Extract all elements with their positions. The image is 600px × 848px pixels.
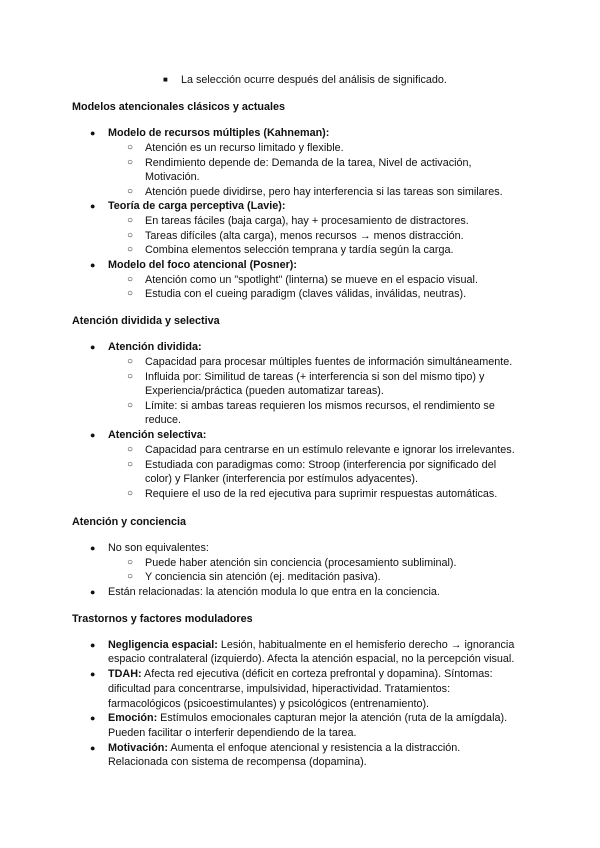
list-item-text: Atención como un "spotlight" (linterna) se mueve en el espacio visual.: [145, 274, 478, 286]
disc-bullet-icon: ●: [90, 342, 96, 352]
list-item-text: Límite: si ambas tareas requieren los mismos recursos, el rendimiento se: [145, 400, 495, 412]
list-item-text: Tareas difíciles (alta carga), menos recursos → menos distracción.: [145, 230, 464, 242]
list-item-text: Puede haber atención sin conciencia (procesamiento subliminal).: [145, 557, 457, 569]
disc-bullet-icon: ●: [90, 430, 96, 440]
term-label: Emoción:: [108, 712, 158, 724]
list-item-text-cont: reduce.: [145, 414, 182, 426]
circle-bullet-icon: ○: [127, 571, 134, 582]
list-item-text: En tareas fáciles (baja carga), hay + procesamiento de distractores.: [145, 215, 469, 227]
list-item-text-cont: dificultad para concentrarse, impulsividad, hiperactividad. Tratamientos:: [108, 683, 451, 695]
list-item-text: Combina elementos selección temprana y tardía según la carga.: [145, 244, 454, 256]
list-item-text: Capacidad para centrarse en un estímulo relevante e ignorar los irrelevantes.: [145, 444, 515, 456]
term-label: TDAH:: [108, 668, 142, 680]
circle-bullet-icon: ○: [127, 488, 134, 499]
model-title-lavie: Teoría de carga perceptiva (Lavie):: [108, 200, 286, 212]
section-heading-disorders: Trastornos y factores moduladores: [72, 613, 253, 625]
circle-bullet-icon: ○: [127, 142, 134, 153]
list-item-text: Requiere el uso de la red ejecutiva para suprimir respuestas automáticas.: [145, 488, 498, 500]
disc-bullet-icon: ●: [90, 669, 96, 679]
circle-bullet-icon: ○: [127, 557, 134, 568]
model-title-posner: Modelo del foco atencional (Posner):: [108, 259, 297, 271]
topic-title-divided: Atención dividida:: [108, 341, 202, 353]
circle-bullet-icon: ○: [127, 215, 134, 226]
list-item-text: Y conciencia sin atención (ej. meditación pasiva).: [145, 571, 381, 583]
disc-bullet-icon: ●: [90, 543, 96, 553]
disc-bullet-icon: ●: [90, 587, 96, 597]
list-item-text-cont: Pueden facilitar o interferir dependiendo de la tarea.: [108, 727, 357, 739]
circle-bullet-icon: ○: [127, 356, 134, 367]
list-item-text-cont: color) y Flanker (interferencia por estímulos adyacentes).: [145, 473, 419, 485]
disc-bullet-icon: ●: [90, 128, 96, 138]
list-item-text-cont: Relacionada con sistema de recompensa (dopamina).: [108, 756, 367, 768]
list-item-negligence: [108, 638, 514, 652]
model-title-kahneman: Modelo de recursos múltiples (Kahneman):: [108, 127, 330, 139]
circle-bullet-icon: ○: [127, 371, 134, 382]
circle-bullet-icon: ○: [127, 288, 134, 299]
list-item-text-cont: Experiencia/práctica (pueden automatizar tareas).: [145, 385, 384, 397]
circle-bullet-icon: ○: [127, 230, 134, 241]
list-item-text-cont: espacio contralateral (izquierdo). Afecta la atención espacial, no la percepción visual.: [108, 653, 515, 665]
circle-bullet-icon: ○: [127, 157, 134, 168]
list-item-text-cont: farmacológicos (psicoestimulantes) y psicológicos (entrenamiento).: [108, 698, 430, 710]
term-text: Estímulos emocionales capturan mejor la atención (ruta de la amígdala).: [157, 712, 508, 724]
circle-bullet-icon: ○: [127, 444, 134, 455]
list-item-text: Atención puede dividirse, pero hay interferencia si las tareas son similares.: [145, 186, 503, 198]
section-heading-consciousness: Atención y conciencia: [72, 516, 186, 528]
list-item-text: La selección ocurre después del análisis de significado.: [181, 74, 447, 86]
term-text: Aumenta el enfoque atencional y resistencia a la distracción.: [167, 742, 461, 754]
list-item-emotion: [108, 711, 507, 725]
circle-bullet-icon: ○: [127, 400, 134, 411]
list-item-text: Capacidad para procesar múltiples fuentes de información simultáneamente.: [145, 356, 513, 368]
circle-bullet-icon: ○: [127, 244, 134, 255]
circle-bullet-icon: ○: [127, 459, 134, 470]
disc-bullet-icon: ●: [90, 713, 96, 723]
square-bullet-icon: ■: [163, 75, 168, 84]
topic-title-selective: Atención selectiva:: [108, 429, 207, 441]
circle-bullet-icon: ○: [127, 186, 134, 197]
list-item-text: Estudiada con paradigmas como: Stroop (interferencia por significado del: [145, 459, 497, 471]
list-item-text: Rendimiento depende de: Demanda de la tarea, Nivel de activación,: [145, 157, 472, 169]
list-item-text: No son equivalentes:: [108, 542, 209, 554]
list-item-text: Influida por: Similitud de tareas (+ interferencia si son del mismo tipo) y: [145, 371, 485, 383]
section-heading-divided-selective: Atención dividida y selectiva: [72, 315, 220, 327]
term-label: Negligencia espacial:: [108, 639, 218, 651]
disc-bullet-icon: ●: [90, 201, 96, 211]
section-heading-models: Modelos atencionales clásicos y actuales: [72, 101, 286, 113]
list-item-text: Están relacionadas: la atención modula lo que entra en la conciencia.: [108, 586, 440, 598]
list-item-text-cont: Motivación.: [145, 171, 200, 183]
term-label: Motivación:: [108, 742, 168, 754]
list-item-tdah: [108, 667, 493, 681]
disc-bullet-icon: ●: [90, 260, 96, 270]
disc-bullet-icon: ●: [90, 640, 96, 650]
term-text: Afecta red ejecutiva (déficit en corteza prefrontal y dopamina). Síntomas:: [141, 668, 493, 680]
list-item-text: Estudia con el cueing paradigm (claves válidas, inválidas, neutras).: [145, 288, 467, 300]
list-item-text: Atención es un recurso limitado y flexible.: [145, 142, 344, 154]
term-text: Lesión, habitualmente en el hemisferio derecho → ignorancia: [217, 639, 515, 651]
list-item-motivation: [108, 741, 460, 755]
circle-bullet-icon: ○: [127, 274, 134, 285]
disc-bullet-icon: ●: [90, 743, 96, 753]
